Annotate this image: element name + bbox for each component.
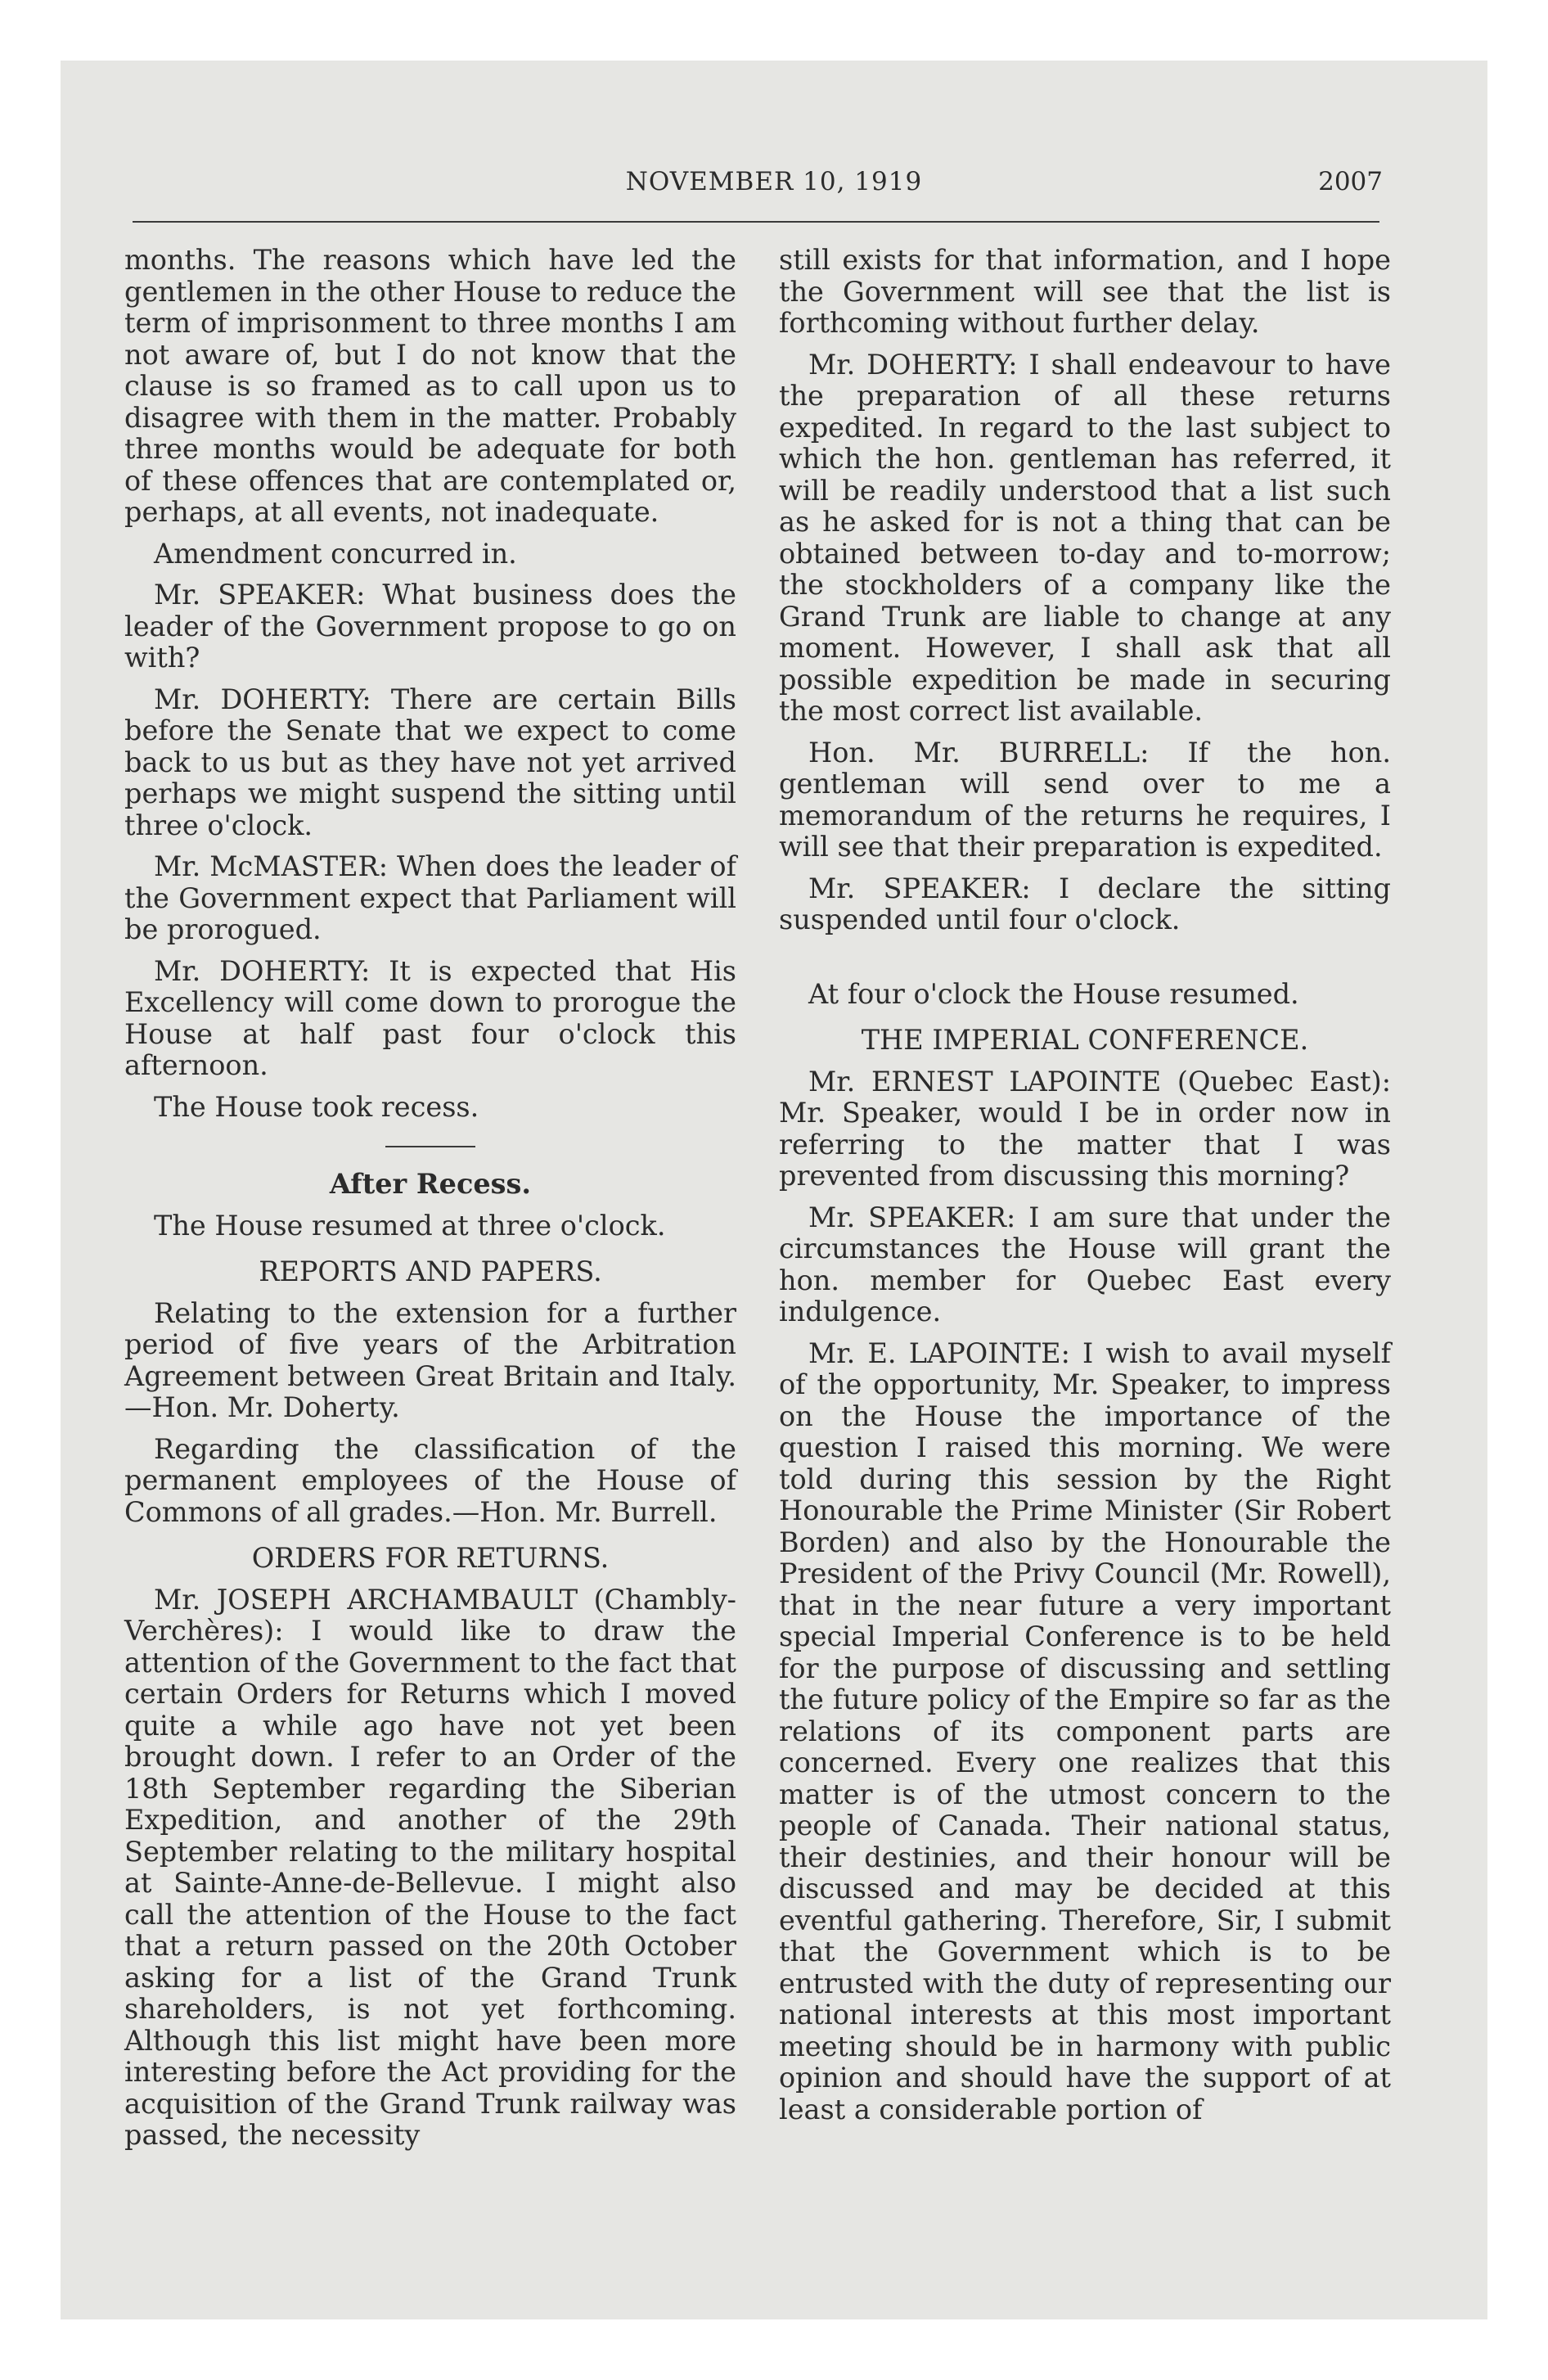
speech-paragraph	[124, 579, 736, 674]
page-number: 2007	[1318, 167, 1383, 196]
section-heading-imperial-conference: THE IMPERIAL CONFERENCE.	[861, 1024, 1309, 1056]
speaker-name: Mr. ERNEST LAPOINTE (Quebec East):	[808, 1065, 1391, 1098]
speaker-name: Mr. DOHERTY:	[808, 348, 1018, 381]
speaker-name: Mr. SPEAKER:	[808, 1201, 1016, 1233]
speech-text: When does the leader of the Government expect that Parliament will be prorogued.	[124, 850, 736, 945]
paragraph: Regarding the classification of the permanent employees of the House of Commons of all grades.—Hon. Mr. Burrell.	[124, 1432, 736, 1528]
speech-paragraph	[779, 737, 1391, 863]
speech-paragraph	[124, 956, 736, 1082]
speech-text: I shall endeavour to have the preparation of all these returns expedited. In regard to the last subject to which the hon. gentleman has referred, it will be readily understood that a list such as he asked for is not a thing that can be obtained between to-day and to-morrow; the stockholders of a company like the Grand Trunk are liable to change at any moment. However, I shall ask that all possible expedition be made in securing the most correct list available.	[779, 348, 1392, 727]
scanned-page	[61, 61, 1487, 2319]
speaker-name: Hon. Mr. BURRELL:	[808, 736, 1150, 769]
section-heading-reports: REPORTS AND PAPERS.	[259, 1255, 602, 1287]
paragraph: Amendment concurred in.	[154, 537, 517, 570]
paragraph: The House resumed at three o'clock.	[154, 1209, 666, 1242]
page-header	[61, 61, 1487, 224]
section-divider	[385, 1146, 475, 1147]
running-head: NOVEMBER 10, 1919	[625, 167, 923, 196]
paragraph: Relating to the extension for a further period of five years of the Arbitration Agreement between Great Britain and Italy.—Hon. Mr. Doherty.	[124, 1296, 736, 1423]
speech-paragraph	[779, 1338, 1391, 2126]
speech-text: It is expected that His Excellency will come down to prorogue the House at half past four o'clock this afternoon.	[124, 954, 737, 1081]
speech-paragraph	[124, 684, 736, 842]
speaker-name: Mr. McMASTER:	[154, 850, 389, 882]
paragraph: The House took recess.	[154, 1090, 479, 1123]
speech-text: If the hon. gentleman will send over to me a memorandum of the returns he requires, I will see that their preparation is expedited.	[779, 736, 1391, 863]
speech-text: I would like to draw the attention of the Government to the fact that certain Orders for Returns which I moved quite a while ago have not yet been brought down. I refer to an Order of the 18th September regarding the Siberian Expedition, and another of the 29th September relating to the military hospital at Sainte-Anne-de-Bellevue. I might also call the attention of the House to the fact that a return passed on the 20th October asking for a list of the Grand Trunk shareholders, is not yet forthcoming. Although this list might have been more interesting before the Act providing for the acquisition of the Grand Trunk railway was passed, the necessity	[124, 1615, 736, 2151]
speech-paragraph	[779, 873, 1391, 936]
paragraph: still exists for that information, and I hope the Government will see that the list is forthcoming without further delay.	[779, 244, 1391, 339]
speech-text: What business does the leader of the Government propose to go on with?	[124, 579, 736, 674]
header-rule	[133, 221, 1379, 223]
right-column	[779, 245, 1391, 2135]
speaker-name: Mr. DOHERTY:	[154, 954, 371, 987]
spacer	[779, 946, 1391, 979]
speaker-name: Mr. DOHERTY:	[154, 683, 371, 715]
speech-text: There are certain Bills before the Senate that we expect to come back to us but as they have not yet arrived perhaps we might suspend the sitting until three o'clock.	[124, 683, 736, 841]
speech-paragraph	[779, 1202, 1391, 1328]
speaker-name: Mr. E. LAPOINTE:	[808, 1336, 1070, 1369]
speaker-name: Mr. SPEAKER:	[808, 872, 1031, 904]
speaker-name: Mr. SPEAKER:	[154, 579, 366, 611]
speech-paragraph	[124, 851, 736, 946]
paragraph: months. The reasons which have led the gentlemen in the other House to reduce the term of imprisonment to three months I am not aware of, but I do not know that the clause is so framed as to call upon us to disagree with them in the matter. Probably three months would be adequate for both of these offences that are contemplated or, perhaps, at all events, not inadequate.	[124, 244, 736, 528]
speech-paragraph	[124, 1584, 736, 2152]
paragraph: At four o'clock the House resumed.	[808, 977, 1299, 1010]
speech-text: I am sure that under the circumstances the House will grant the hon. member for Quebec East every indulgence.	[779, 1201, 1391, 1327]
speech-paragraph	[779, 349, 1391, 728]
speech-text: I wish to avail myself of the opportunity, Mr. Speaker, to impress on the House the importance of the question I raised this morning. We were told during this session by the Right Honourable the Prime Minister (Sir Robert Borden) and also by the Honourable the President of the Privy Council (Mr. Rowell), that in the near future a very important special Imperial Conference is to be held for the purpose of discussing and settling the future policy of the Empire so far as the relations of its component parts are concerned. Every one realizes that this matter is of the utmost concern to the people of Canada. Their national status, their destinies, and their honour will be discussed and may be decided at this eventful gathering. Therefore, Sir, I submit that the Government which is to be entrusted with the duty of representing our national interests at this most important meeting should be in harmony with public opinion and should have the support of at least a considerable portion of	[779, 1336, 1391, 2125]
speaker-name: Mr. JOSEPH ARCHAMBAULT (Chambly-Verchères):	[124, 1583, 736, 1647]
section-heading-orders: ORDERS FOR RETURNS.	[251, 1542, 610, 1574]
speech-paragraph	[779, 1066, 1391, 1192]
speech-text: I declare the sitting suspended until four o'clock.	[779, 872, 1391, 935]
section-heading-after-recess: After Recess.	[329, 1168, 532, 1200]
speech-text: Mr. Speaker, would I be in order now in referring to the matter that I was prevented from discussing this morning?	[779, 1097, 1391, 1192]
left-column	[124, 245, 736, 2161]
